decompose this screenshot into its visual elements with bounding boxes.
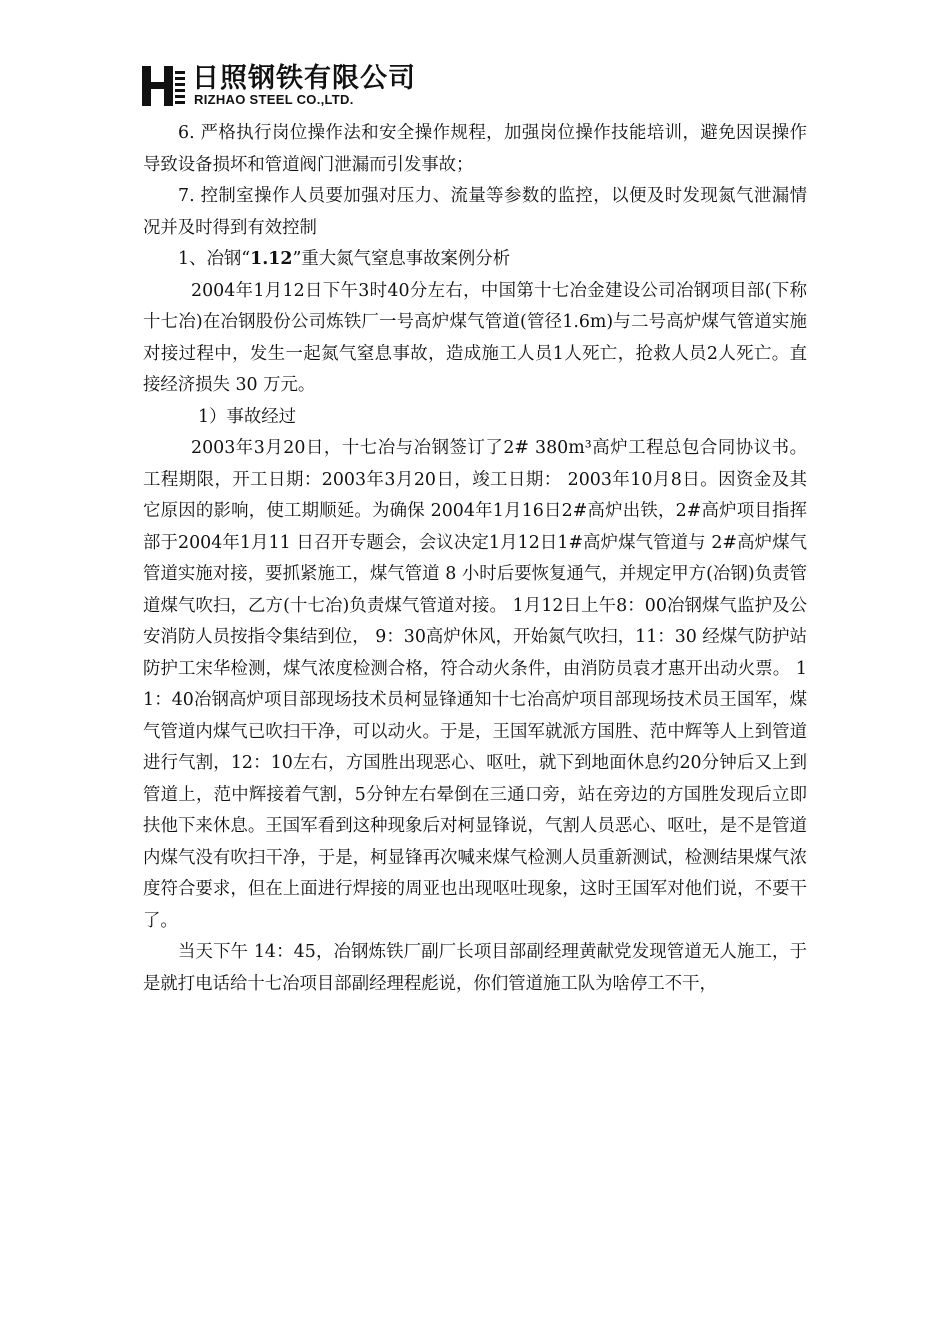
section-heading-date: 1.12 bbox=[250, 249, 293, 269]
document-body bbox=[143, 118, 807, 1000]
company-name-cn: 日照钢铁有限公司 bbox=[192, 63, 416, 94]
section-heading-suffix: ”重大氮气窒息事故案例分析 bbox=[292, 249, 511, 269]
paragraph-item-7: 7. 控制室操作人员要加强对压力、流量等参数的监控，以便及时发现氮气泄漏情况并及时得到有效控制 bbox=[143, 186, 807, 238]
page-header bbox=[142, 63, 416, 108]
paragraph-accident-process: 2003年3月20日，十七冶与冶钢签订了2# 380m³高炉工程总包合同协议书。工程期限，开工日期：2003年3月20日，竣工日期： 2003年10月8日。因资金及其它原因的影响，使工期顺延。为确保 2004年1月16日2#高炉出铁，2#高炉项目指挥部于2004年1月11 日召开专题会，会议决定1月12日1#高炉煤气管道与 2#高炉煤气管道实施对接，要抓紧施工，煤气管道 8 小时后要恢复通气，并规定甲方(冶钢)负责管道煤气吹扫，乙方(十七冶)负责煤气管道对接。 1月12日上午8：00冶钢煤气监护及公安消防人员按指令集结到位， 9：30高炉休风，开始氮气吹扫，11：30 经煤气防护站防护工宋华检测，煤气浓度检测合格，符合动火条件，由消防员袁才惠开出动火票。 11：40冶钢高炉项目部现场技术员柯显锋通知十七冶高炉项目部现场技术员王国军，煤气管道内煤气已吹扫干净，可以动火。于是，王国军就派方国胜、范中辉等人上到管道进行气割，12：10左右，方国胜出现恶心、呕吐，就下到地面休息约20分钟后又上到管道上，范中辉接着气割，5分钟左右晕倒在三通口旁，站在旁边的方国胜发现后立即扶他下来休息。王国军看到这种现象后对柯显锋说，气割人员恶心、呕吐，是不是管道内煤气没有吹扫干净，于是，柯显锋再次喊来煤气检测人员重新测试，检测结果煤气浓度符合要求，但在上面进行焊接的周亚也出现呕吐现象，这时王国军对他们说，不要干了。 bbox=[143, 438, 807, 931]
paragraph-item-6: 6. 严格执行岗位操作法和安全操作规程，加强岗位操作技能培训，避免因误操作导致设备损坏和管道阀门泄漏而引发事故； bbox=[143, 123, 807, 175]
company-name-en: RIZHAO STEEL CO.,LTD. bbox=[194, 92, 354, 107]
subsection-heading: 1）事故经过 bbox=[198, 406, 297, 427]
section-heading bbox=[143, 244, 807, 276]
paragraph-accident-summary: 2004年1月12日下午3时40分左右，中国第十七冶金建设公司冶钢项目部(下称十七冶)在冶钢股份公司炼铁厂一号高炉煤气管道(管径1.6m)与二号高炉煤气管道实施对接过程中，发生一起氮气窒息事故，造成施工人员1人死亡，抢救人员2人死亡。直接经济损失 30 万元。 bbox=[143, 280, 807, 395]
rizhao-steel-logo-icon bbox=[142, 66, 186, 106]
paragraph-afternoon-events: 当天下午 14：45，冶钢炼铁厂副厂长项目部副经理黄献党发现管道无人施工，于是就打电话给十七冶项目部副经理程彪说，你们管道施工队为啥停工不干， bbox=[143, 942, 807, 994]
section-heading-prefix: 1、冶钢“ bbox=[178, 249, 251, 269]
